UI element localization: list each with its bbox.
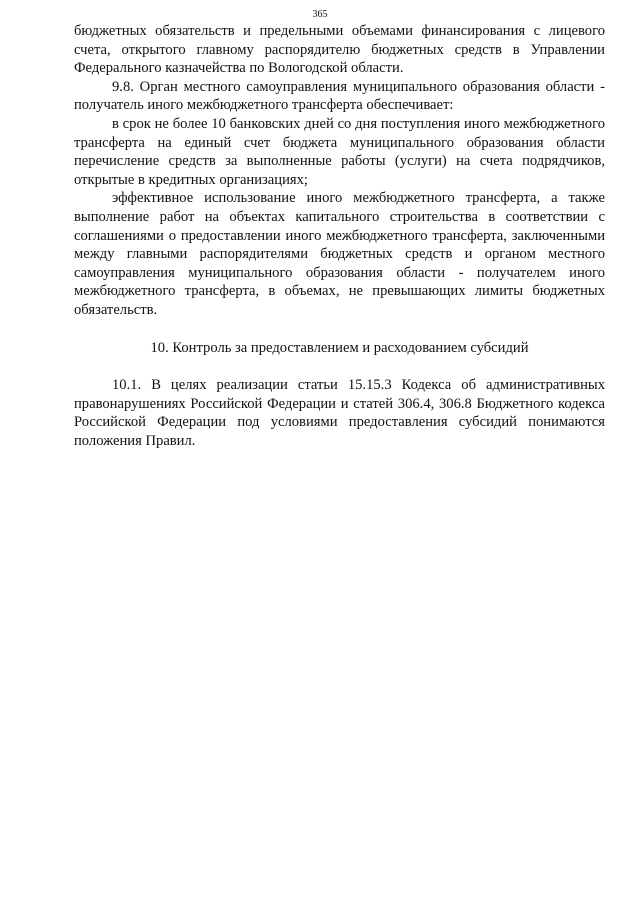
paragraph-transfer-deadline: в срок не более 10 банковских дней со дня поступления иного межбюджетного трансферта на единый счет бюджета муниципального образования области перечисление средств за выполненные работы (услуги) на счета подрядчиков, открытые в кредитных организациях;	[74, 115, 605, 188]
paragraph-continuation: бюджетных обязательств и предельными объемами финансирования с лицевого счета, открытого главному распорядителю бюджетных средств в Управлении Федерального казначейства по Вологодской области.	[74, 23, 605, 77]
document-body	[74, 22, 605, 450]
paragraph-effective-use: эффективное использование иного межбюджетного трансферта, а также выполнение работ на объектах капитального строительства в соответствии с соглашениями о предоставлении иного межбюджетного трансферта, заключенными между главными распорядителями бюджетных средств и органом местного самоуправления муниципального образования области - получателем иного межбюджетного трансферта, в объемах, не превышающих лимиты бюджетных обязательств.	[74, 190, 605, 318]
section-10-heading: 10. Контроль за предоставлением и расходованием субсидий	[150, 339, 529, 356]
paragraph-10-1: 10.1. В целях реализации статьи 15.15.3 Кодекса об административных правонарушениях Российской Федерации и статей 306.4, 306.8 Бюджетного кодекса Российской Федерации под условиями предоставления субсидий понимаются положения Правил.	[74, 377, 605, 449]
paragraph-9-8: 9.8. Орган местного самоуправления муниципального образования области - получатель иного межбюджетного трансферта обеспечивает:	[74, 78, 605, 114]
page-number: 365	[312, 9, 328, 20]
